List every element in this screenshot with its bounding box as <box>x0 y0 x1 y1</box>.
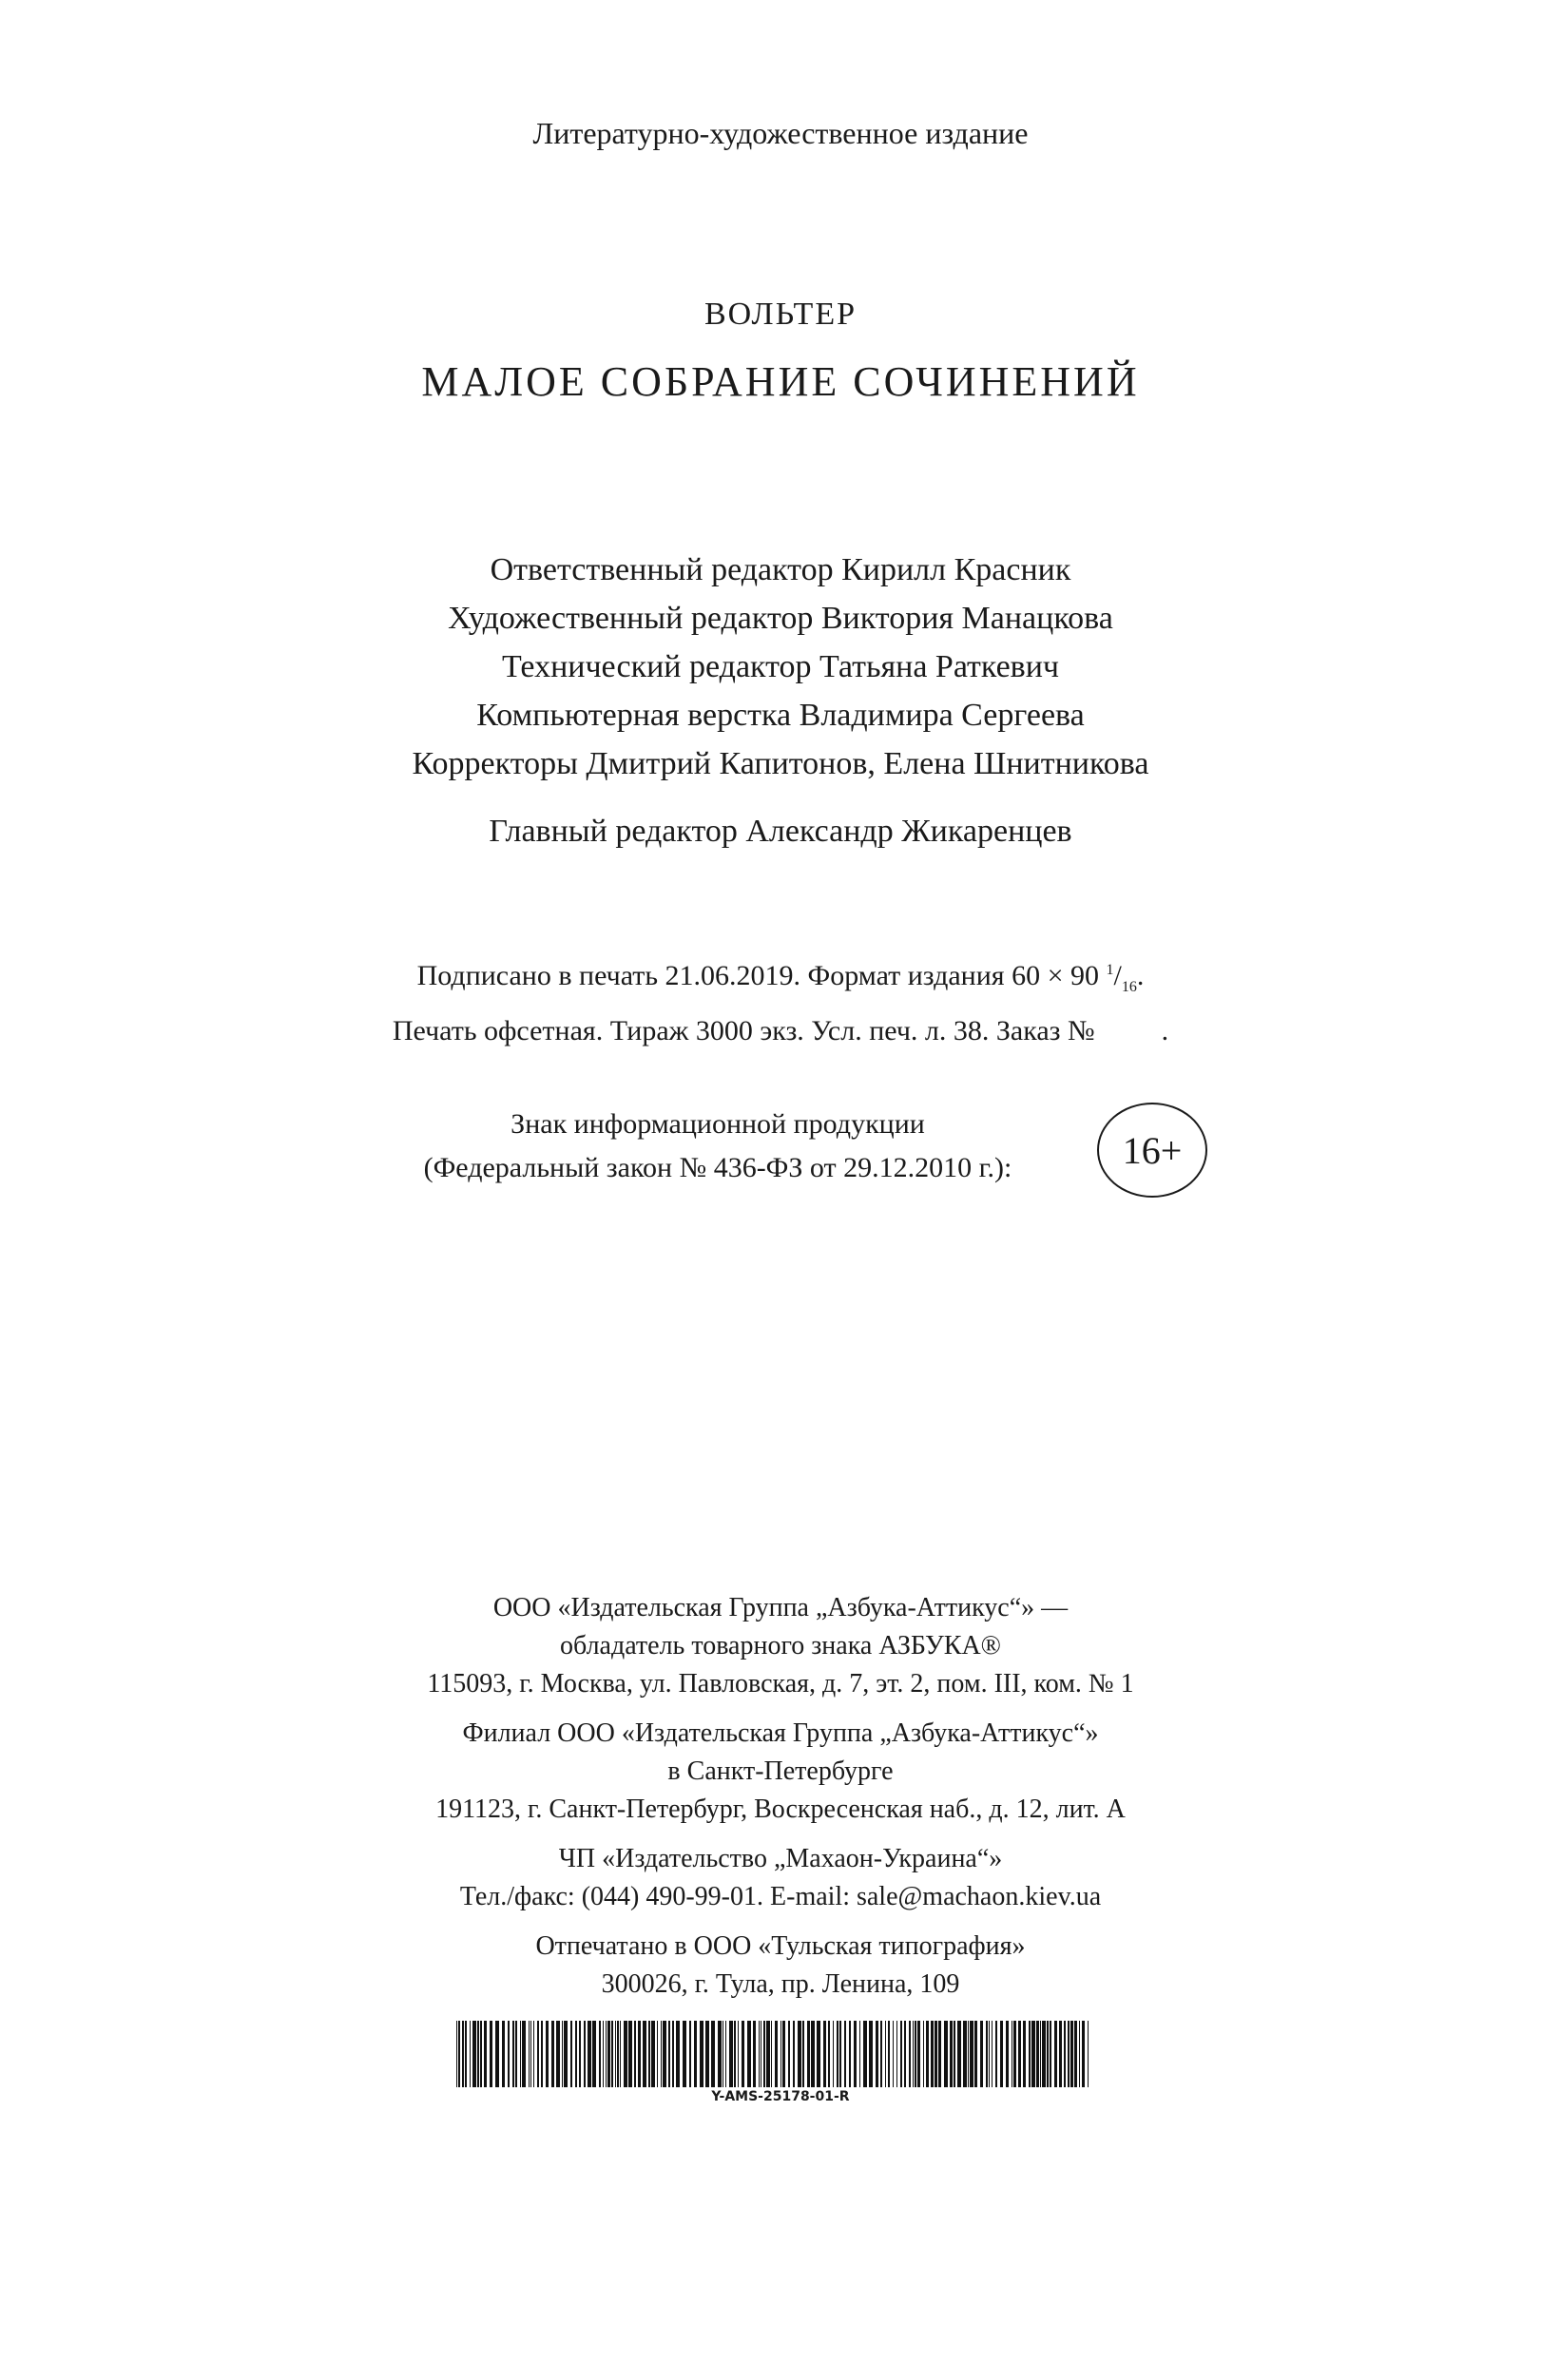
barcode-bar <box>753 2021 756 2087</box>
imprint-line: ЧП «Издательство „Махаон-Украина“» <box>558 1844 1003 1873</box>
format-fraction-denominator: 16 <box>1121 979 1137 995</box>
barcode-bar <box>863 2021 867 2087</box>
barcode-bar <box>606 2021 607 2087</box>
barcode-bar <box>599 2021 601 2087</box>
age-rating-section <box>0 1093 1561 1198</box>
age-rating-line-1: Знак информационной продукции <box>511 1108 925 1140</box>
barcode-bar <box>607 2021 610 2087</box>
print-run-text: Печать офсетная. Тираж 3000 экз. Усл. печ. л. 38. Заказ № <box>392 1015 1095 1046</box>
barcode-bar <box>888 2021 890 2087</box>
barcode-bar <box>931 2021 934 2087</box>
barcode-bar <box>995 2021 997 2087</box>
imprint-line: ООО «Издательская Группа „Азбука-Аттикус“» — <box>492 1593 1069 1622</box>
ukraine-block <box>0 1840 1561 1916</box>
barcode-bar <box>579 2021 581 2087</box>
branch-block <box>0 1715 1561 1829</box>
barcode-bar <box>893 2021 894 2087</box>
barcode-bar <box>556 2021 560 2087</box>
barcode-bar <box>529 2021 530 2087</box>
barcode-bar <box>788 2021 790 2087</box>
barcode-bar <box>689 2021 691 2087</box>
barcode-bar <box>980 2021 983 2087</box>
barcode-bar <box>1042 2021 1046 2087</box>
barcode-bar <box>923 2021 924 2087</box>
print-info <box>0 949 1561 1053</box>
barcode-bar <box>793 2021 795 2087</box>
barcode-bar <box>771 2021 772 2087</box>
barcode-bar <box>854 2021 857 2087</box>
barcode-bar <box>909 2021 911 2087</box>
publisher-block <box>0 1589 1561 1703</box>
barcode-bar <box>628 2021 632 2087</box>
barcode-bar <box>480 2021 482 2087</box>
barcode-bar <box>1070 2021 1073 2087</box>
barcode-bar <box>1031 2021 1035 2087</box>
imprint-line: 115093, г. Москва, ул. Павловская, д. 7, эт. 2, пом. III, ком. № 1 <box>427 1669 1134 1699</box>
imprint-line: 300026, г. Тула, пр. Ленина, 109 <box>601 1969 960 1999</box>
barcode-bar <box>530 2021 531 2087</box>
barcode-bar <box>541 2021 543 2087</box>
barcode-bar <box>617 2021 619 2087</box>
barcode-bar <box>1054 2021 1057 2087</box>
barcode-bar <box>700 2021 703 2087</box>
barcode-bar <box>570 2021 572 2087</box>
barcode-bar <box>896 2021 897 2087</box>
barcode-bar <box>512 2021 514 2087</box>
book-title: МАЛОЕ СОБРАНИЕ СОЧИНЕНИЙ <box>421 358 1140 405</box>
barcode-bar <box>837 2021 838 2087</box>
barcode-bar <box>562 2021 563 2087</box>
imprint-line: Филиал ООО «Издательская Группа „Азбука-Аттикус“» <box>462 1718 1099 1748</box>
age-rating-line-2: (Федеральный закон № 436-ФЗ от 29.12.2010 г.): <box>423 1152 1012 1183</box>
print-format-text: Подписано в печать 21.06.2019. Формат издания 60 × 90 <box>416 960 1107 991</box>
barcode-bar <box>989 2021 990 2087</box>
barcode-bar <box>1036 2021 1039 2087</box>
barcode-bar <box>849 2021 851 2087</box>
author-name: ВОЛЬТЕР <box>703 297 857 332</box>
barcode-bar <box>823 2021 826 2087</box>
barcode-bar <box>564 2021 568 2087</box>
barcode-bar <box>859 2021 860 2087</box>
barcode-bar <box>502 2021 505 2087</box>
barcode-bar <box>968 2021 969 2087</box>
barcode-bar <box>663 2021 666 2087</box>
barcode-bar <box>661 2021 662 2087</box>
barcode-bar <box>817 2021 820 2087</box>
format-fraction-numerator: 1 <box>1106 962 1114 978</box>
barcode-bar <box>683 2021 686 2087</box>
barcode-bar <box>885 2021 886 2087</box>
barcode-bar <box>807 2021 810 2087</box>
barcode-bar <box>1088 2021 1089 2087</box>
barcode-bar <box>624 2021 627 2087</box>
barcode-bar <box>963 2021 967 2087</box>
barcode-bar <box>1029 2021 1031 2087</box>
barcode-bar <box>802 2021 804 2087</box>
barcode-bar <box>1047 2021 1049 2087</box>
barcode-bar <box>484 2021 487 2087</box>
barcode-bar <box>970 2021 973 2087</box>
print-format-suffix: . <box>1136 960 1145 991</box>
barcode-bar <box>747 2021 751 2087</box>
barcode-bar <box>869 2021 873 2087</box>
barcode-bar <box>1050 2021 1051 2087</box>
barcode-bar <box>974 2021 977 2087</box>
barcode-bar <box>705 2021 709 2087</box>
barcode-bar <box>759 2021 760 2087</box>
credit-line: Художественный редактор Виктория Манацкова <box>448 601 1113 636</box>
barcode-bar <box>638 2021 641 2087</box>
credit-line: Ответственный редактор Кирилл Красник <box>490 552 1071 587</box>
barcode-bar <box>1082 2021 1085 2087</box>
edition-type: Литературно-художественное издание <box>532 116 1029 150</box>
credit-line: Корректоры Дмитрий Капитонов, Елена Шнитникова <box>412 746 1149 781</box>
barcode-bar <box>904 2021 906 2087</box>
barcode-bar <box>694 2021 697 2087</box>
barcode-bar <box>763 2021 765 2087</box>
barcode-bar <box>811 2021 815 2087</box>
barcode-bar <box>456 2021 457 2087</box>
barcode-bar <box>782 2021 785 2087</box>
barcode-bar <box>950 2021 953 2087</box>
barcode-bar <box>584 2021 586 2087</box>
barcode-bar <box>734 2021 736 2087</box>
age-rating-text <box>352 1103 1084 1190</box>
barcode-bar <box>839 2021 841 2087</box>
barcode-bar <box>880 2021 882 2087</box>
barcode-bar <box>470 2021 471 2087</box>
barcode-bar <box>575 2021 577 2087</box>
barcode-code: Y-AMS-25178-01-R <box>711 2089 850 2104</box>
barcode-bar <box>520 2021 521 2087</box>
print-info-line-2: Печать офсетная. Тираж 3000 экз. Усл. печ. л. 38. Заказ № . <box>392 1015 1169 1046</box>
barcode-bar <box>515 2021 517 2087</box>
barcode-bar <box>648 2021 650 2087</box>
credit-line: Компьютерная верстка Владимира Сергеева <box>476 698 1085 733</box>
barcode-bar <box>672 2021 674 2087</box>
barcode-bar <box>957 2021 961 2087</box>
barcode-bar <box>1079 2021 1080 2087</box>
barcode-bar <box>1000 2021 1003 2087</box>
barcode-bar <box>1064 2021 1066 2087</box>
barcode-bar <box>742 2021 744 2087</box>
credit-line: Технический редактор Татьяна Раткевич <box>501 649 1060 684</box>
barcode-bar <box>917 2021 920 2087</box>
barcode-bar <box>458 2021 460 2087</box>
barcode-bar <box>711 2021 715 2087</box>
barcode-bar <box>718 2021 722 2087</box>
barcode-bar <box>844 2021 846 2087</box>
barcode-bar <box>495 2021 499 2087</box>
barcode-bar <box>1040 2021 1041 2087</box>
barcode-bar <box>738 2021 739 2087</box>
editorial-credits <box>0 546 1561 788</box>
barcode-bar <box>725 2021 726 2087</box>
barcode-bar <box>833 2021 834 2087</box>
imprint-line: Отпечатано в ООО «Тульская типография» <box>535 1931 1026 1961</box>
barcode-bar <box>1068 2021 1070 2087</box>
barcode-icon <box>456 2021 1089 2087</box>
barcode-bar <box>876 2021 878 2087</box>
barcode-bar <box>533 2021 534 2087</box>
imprint-line: в Санкт-Петербурге <box>667 1756 894 1786</box>
barcode-bar <box>766 2021 770 2087</box>
barcode-bar <box>522 2021 526 2087</box>
imprint-line: обладатель товарного знака АЗБУКА® <box>560 1631 1001 1660</box>
barcode-bar <box>490 2021 492 2087</box>
barcode-bar <box>611 2021 613 2087</box>
barcode-bar <box>828 2021 830 2087</box>
barcode-bar <box>1013 2021 1016 2087</box>
barcode-bar <box>798 2021 801 2087</box>
barcode-bar <box>1059 2021 1062 2087</box>
barcode-bar <box>668 2021 670 2087</box>
barcode-bar <box>944 2021 948 2087</box>
barcode-bar <box>477 2021 479 2087</box>
barcode-bar <box>546 2021 549 2087</box>
barcode-bar <box>935 2021 937 2087</box>
barcode-bar <box>1074 2021 1077 2087</box>
barcode-bar <box>603 2021 604 2087</box>
barcode-bar <box>551 2021 554 2087</box>
barcode-bar <box>537 2021 539 2087</box>
barcode-bar <box>472 2021 476 2087</box>
barcode-bar <box>900 2021 902 2087</box>
barcode-bar <box>986 2021 988 2087</box>
barcode-bar <box>938 2021 941 2087</box>
barcode-bar <box>465 2021 467 2087</box>
barcode-bar <box>634 2021 636 2087</box>
barcode-bar <box>729 2021 733 2087</box>
barcode-bar <box>1006 2021 1009 2087</box>
barcode-bar <box>915 2021 916 2087</box>
barcode-bar <box>643 2021 646 2087</box>
barcode-bar <box>588 2021 591 2087</box>
barcode-bar <box>775 2021 778 2087</box>
barcode-bar <box>462 2021 464 2087</box>
printer-block <box>0 1928 1561 2004</box>
age-rating-badge: 16+ <box>1097 1103 1207 1198</box>
print-info-line-1: Подписано в печать 21.06.2019. Формат издания 60 × 90 $^1/_{16}$. <box>416 960 1145 995</box>
barcode-bar <box>651 2021 655 2087</box>
barcode-bar <box>954 2021 955 2087</box>
publisher-imprint <box>0 1589 1561 2015</box>
barcode-bar <box>1023 2021 1026 2087</box>
barcode-bar <box>926 2021 929 2087</box>
barcode-bar <box>913 2021 914 2087</box>
barcode-bar <box>615 2021 616 2087</box>
barcode-bar <box>592 2021 596 2087</box>
barcode-bar <box>676 2021 680 2087</box>
barcode-bar <box>657 2021 658 2087</box>
imprint-line: Тел./факс: (044) 490-99-01. E-mail: sale@machaon.kiev.ua <box>459 1882 1102 1911</box>
barcode-bar <box>1018 2021 1021 2087</box>
imprint-line: 191123, г. Санкт-Петербург, Воскресенская наб., д. 12, лит. А <box>435 1795 1126 1824</box>
chief-editor: Главный редактор Александр Жикаренцев <box>489 814 1072 849</box>
barcode-bar <box>620 2021 621 2087</box>
barcode-bar <box>508 2021 510 2087</box>
barcode-bar <box>780 2021 781 2087</box>
